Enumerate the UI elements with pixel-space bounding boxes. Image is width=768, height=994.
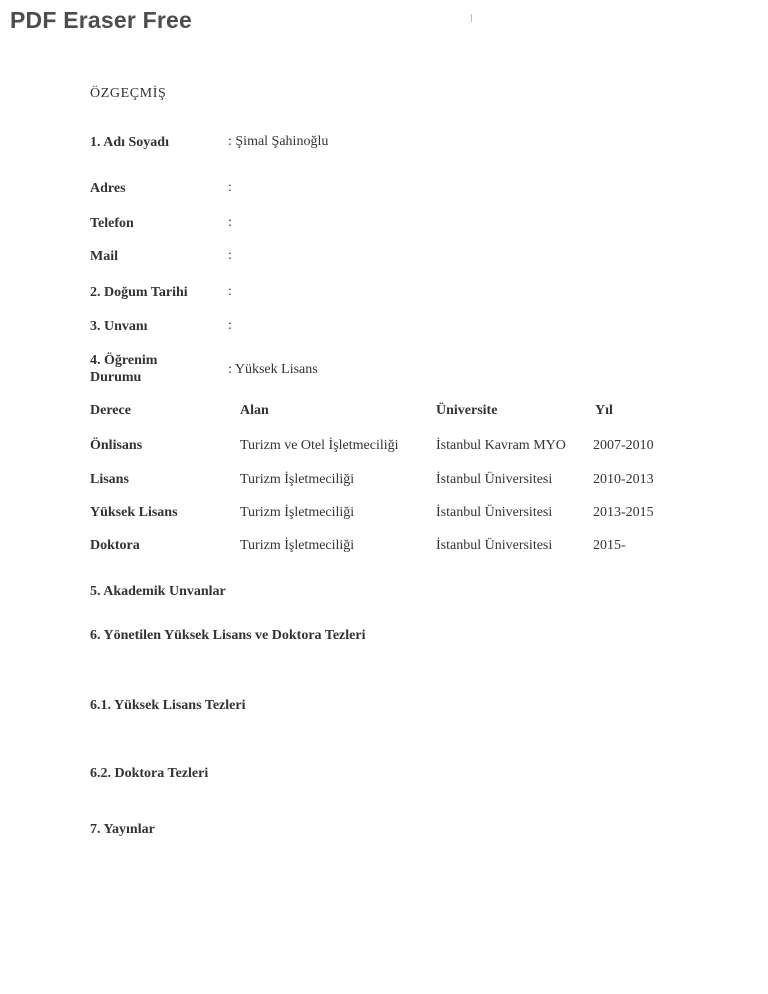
cell-year: 2013-2015 [593, 505, 654, 520]
field-value-mail: : [228, 248, 232, 263]
field-label-title: 3. Unvanı [90, 319, 148, 334]
header-university: Üniversite [436, 403, 498, 418]
field-value-birthdate: : [228, 284, 232, 299]
field-label-mail: Mail [90, 249, 118, 264]
section-masters-theses: 6.1. Yüksek Lisans Tezleri [90, 698, 246, 713]
field-value-name: : Şimal Şahinoğlu [228, 134, 329, 149]
page-mark [471, 14, 472, 22]
section-doctoral-theses: 6.2. Doktora Tezleri [90, 766, 209, 781]
cell-university: İstanbul Kavram MYO [436, 438, 566, 453]
field-value-education: : Yüksek Lisans [228, 362, 318, 377]
field-label-name: 1. Adı Soyadı [90, 135, 169, 150]
cell-degree: Önlisans [90, 438, 143, 453]
cell-field: Turizm İşletmeciliği [240, 505, 355, 520]
cell-year: 2015- [593, 538, 626, 553]
cell-year: 2010-2013 [593, 472, 654, 487]
header-degree: Derece [90, 403, 131, 418]
cell-university: İstanbul Üniversitesi [436, 538, 553, 553]
header-year: Yıl [595, 403, 613, 418]
field-value-address: : [228, 180, 232, 195]
cell-field: Turizm İşletmeciliği [240, 538, 355, 553]
section-publications: 7. Yayınlar [90, 822, 155, 837]
section-supervised-theses: 6. Yönetilen Yüksek Lisans ve Doktora Tezleri [90, 628, 366, 643]
cell-degree: Doktora [90, 538, 140, 553]
field-label-address: Adres [90, 181, 126, 196]
cell-field: Turizm ve Otel İşletmeciliği [240, 438, 399, 453]
cell-field: Turizm İşletmeciliği [240, 472, 355, 487]
cell-year: 2007-2010 [593, 438, 654, 453]
cell-degree: Lisans [90, 472, 129, 487]
field-label-phone: Telefon [90, 216, 134, 231]
cell-university: İstanbul Üniversitesi [436, 472, 553, 487]
field-value-title: : [228, 318, 232, 333]
field-label-birthdate: 2. Doğum Tarihi [90, 285, 188, 300]
document-title: ÖZGEÇMİŞ [90, 86, 167, 101]
field-value-phone: : [228, 215, 232, 230]
field-label-education: 4. Öğrenim Durumu [90, 353, 158, 385]
header-field: Alan [240, 403, 269, 418]
section-academic-titles: 5. Akademik Unvanlar [90, 584, 226, 599]
watermark-text: PDF Eraser Free [10, 7, 192, 33]
cell-university: İstanbul Üniversitesi [436, 505, 553, 520]
cell-degree: Yüksek Lisans [90, 505, 178, 520]
